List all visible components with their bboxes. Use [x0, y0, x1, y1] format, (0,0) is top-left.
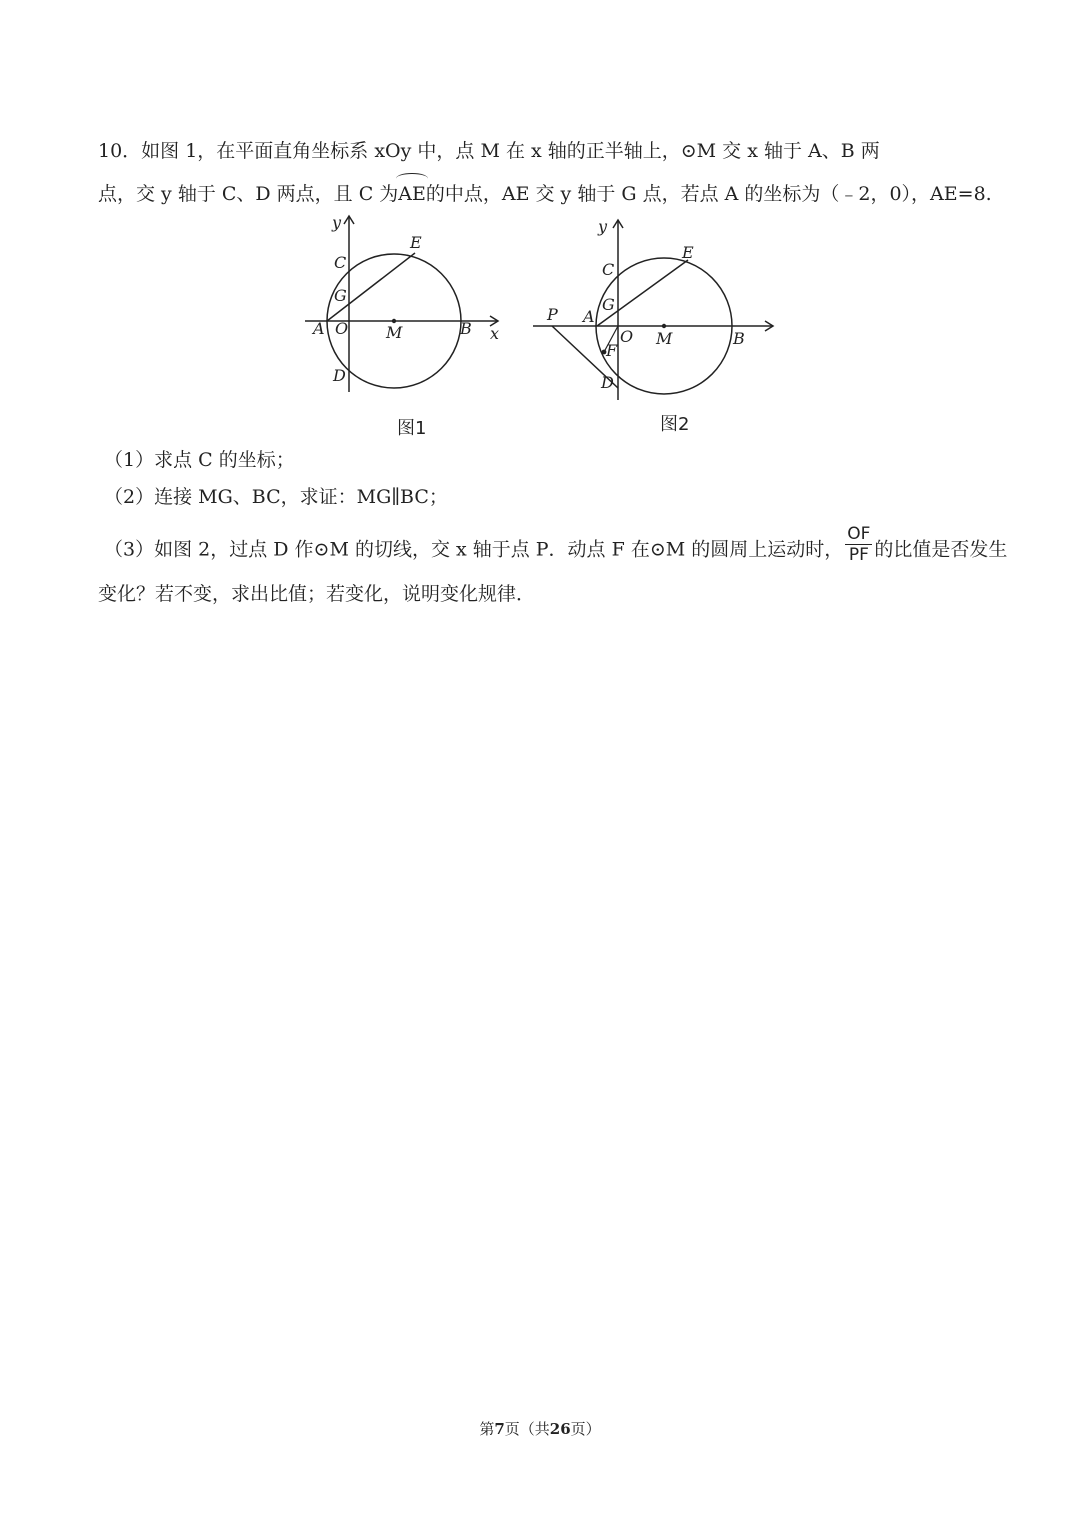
fig2-label-c: C	[602, 260, 615, 279]
fig1-label-o: O	[335, 319, 349, 338]
footer-suffix: 页）	[570, 1420, 601, 1438]
fig2-label-d: D	[601, 373, 614, 392]
fig1-label-g: G	[334, 286, 347, 305]
fig2-label-y: y	[598, 217, 608, 236]
fig1-label-y: y	[332, 213, 342, 232]
fig2-label-o: O	[620, 327, 634, 346]
arc-ae	[398, 182, 426, 206]
problem-line-1: 10．如图 1，在平面直角坐标系 xOy 中，点 M 在 x 轴的正半轴上，⊙M 交 x 轴于 A、B 两	[98, 140, 880, 162]
footer-page-number: 7	[494, 1420, 505, 1438]
fig1-label-e: E	[410, 233, 422, 252]
footer-mid: 页（共	[504, 1420, 550, 1438]
fig1-label-m: M	[386, 323, 403, 342]
problem-line-2	[98, 182, 992, 206]
fig2-label-e: E	[682, 243, 694, 262]
figure-2-caption: 图2	[660, 414, 690, 435]
question-3-start: （3）如图 2，过点 D 作⊙M 的切线，交 x 轴于点 P．动点 F 在⊙M 的圆周上运动时，	[104, 538, 844, 561]
page-footer	[0, 1418, 1080, 1439]
fig1-label-x: x	[490, 324, 500, 343]
problem-line-2-end: 的中点，AE 交 y 轴于 G 点，若点 A 的坐标为（﹣2，0），AE=8.	[425, 183, 992, 205]
fig1-label-b: B	[460, 319, 472, 338]
fraction-denominator: PF	[848, 545, 869, 565]
question-3	[104, 524, 1008, 571]
fig2-label-g: G	[602, 295, 615, 314]
problem-line-2-start: 点，交 y 轴于 C、D 两点，且 C 为	[98, 183, 399, 205]
fig2-label-a: A	[583, 307, 595, 326]
fig2-label-p: P	[547, 305, 558, 324]
fraction-numerator: OF	[847, 524, 871, 544]
question-3-end: 的比值是否发生	[874, 538, 1008, 561]
footer-total-pages: 26	[549, 1420, 571, 1438]
fraction-of-pf	[845, 524, 872, 565]
figure-1-caption: 图1	[397, 418, 427, 439]
question-2: （2）连接 MG、BC，求证：MG∥BC；	[104, 486, 448, 508]
fig2-label-f: F	[606, 341, 618, 360]
fig2-label-b: B	[733, 329, 745, 348]
fig1-label-a: A	[313, 319, 325, 338]
figure-1	[300, 210, 520, 400]
question-1: （1）求点 C 的坐标；	[104, 449, 295, 471]
arc-ae-label: AE	[398, 183, 426, 205]
footer-prefix: 第	[479, 1420, 495, 1438]
fig2-label-m: M	[656, 329, 673, 348]
fig1-label-c: C	[334, 253, 347, 272]
figure-2	[530, 210, 780, 405]
fig1-label-d: D	[333, 366, 346, 385]
question-3-continued: 变化？若不变，求出比值；若变化，说明变化规律．	[98, 583, 536, 605]
fig2-point-m	[662, 324, 666, 328]
